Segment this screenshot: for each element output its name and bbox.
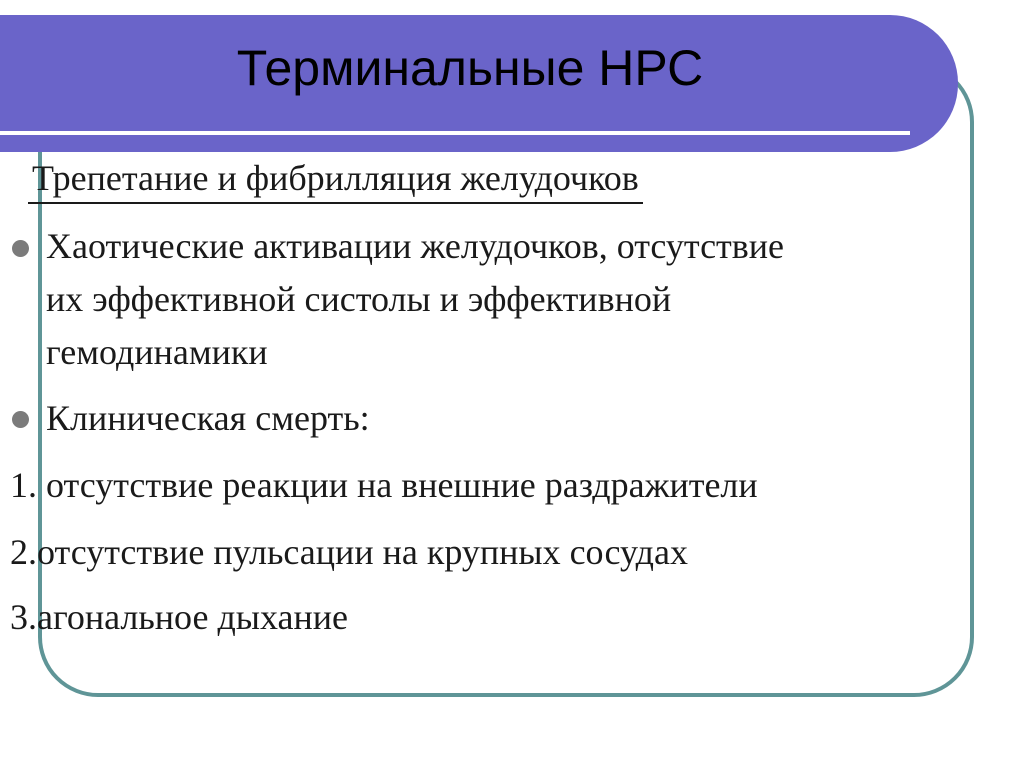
bullet-line: Хаотические активации желудочков, отсутствие xyxy=(46,226,785,266)
title-underline xyxy=(0,131,910,135)
bullet-dot-icon xyxy=(12,411,29,428)
bullet-dot-icon xyxy=(12,240,29,257)
bullet-line: их эффективной систолы и эффективной xyxy=(46,279,672,319)
slide-title: Терминальные НРС xyxy=(236,40,704,96)
slide-subtitle: Трепетание и фибрилляция желудочков xyxy=(28,154,643,204)
bullet-line: гемодинамики xyxy=(46,332,268,372)
numbered-item: 3.агональное дыхание xyxy=(10,597,348,637)
bullet-item xyxy=(46,392,370,445)
numbered-item: 1. отсутствие реакции на внешние раздражители xyxy=(10,465,758,505)
bullet-line: Клиническая смерть: xyxy=(46,398,370,438)
bullet-item xyxy=(46,220,784,379)
numbered-item: 2.отсутствие пульсации на крупных сосудах xyxy=(10,532,688,572)
